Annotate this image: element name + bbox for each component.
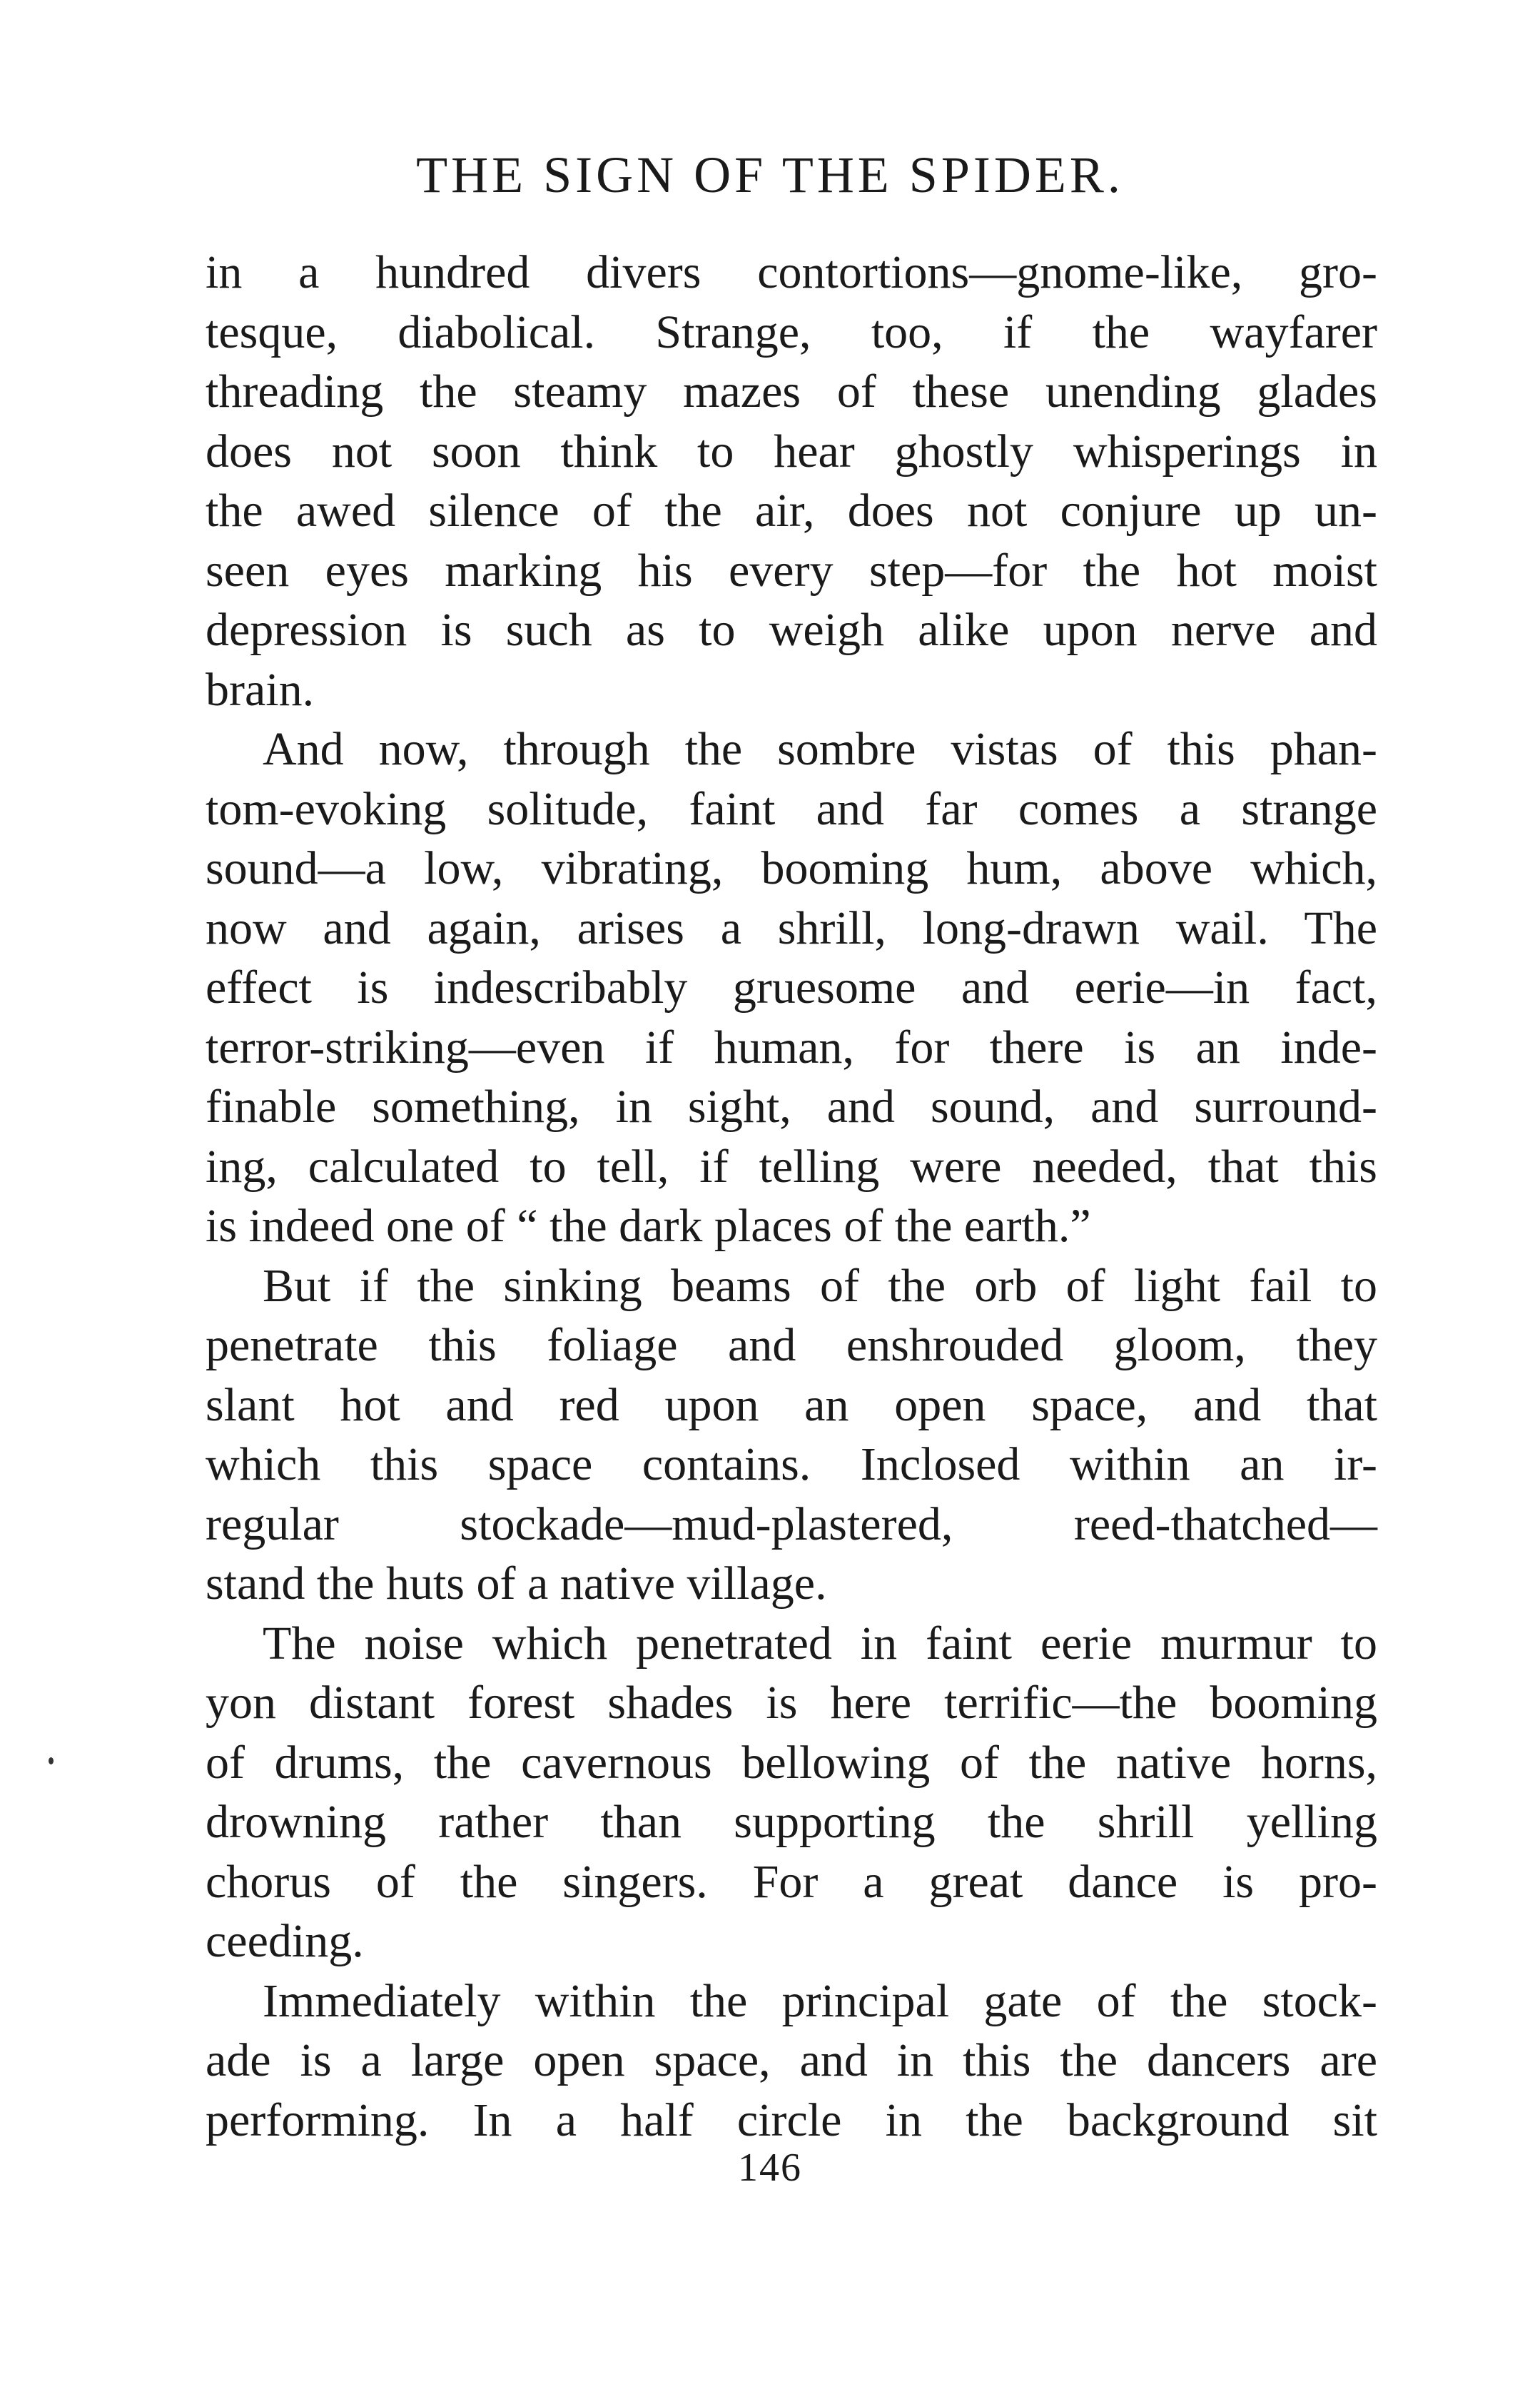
text-line: seen eyes marking his every step—for the hot moist xyxy=(206,544,1377,597)
page-number: 146 xyxy=(738,2146,802,2190)
text-line: penetrate this foliage and enshrouded gloom, they xyxy=(206,1319,1377,1371)
text-line: ade is a large open space, and in this the dancers are xyxy=(206,2034,1377,2086)
text-line: And now, through the sombre vistas of this phan- xyxy=(263,723,1377,775)
text-line: performing. In a half circle in the background sit xyxy=(206,2094,1377,2146)
text-line: regular stockade—mud-plastered, reed-thatched— xyxy=(206,1497,1377,1550)
text-line: tom-evoking solitude, faint and far comes a strange xyxy=(206,782,1377,835)
text-line: does not soon think to hear ghostly whisperings in xyxy=(206,425,1377,478)
text-line: the awed silence of the air, does not conjure up un- xyxy=(206,485,1377,537)
text-line: The noise which penetrated in faint eerie murmur to xyxy=(263,1617,1377,1670)
text-line: ceeding. xyxy=(206,1915,364,1967)
text-line: yon distant forest shades is here terrific—the booming xyxy=(206,1677,1377,1729)
body-text xyxy=(206,243,1377,2150)
text-line: But if the sinking beams of the orb of light fail to xyxy=(263,1259,1377,1312)
text-line: which this space contains. Inclosed within an ir- xyxy=(206,1438,1377,1490)
text-line: ing, calculated to tell, if telling were needed, that this xyxy=(206,1140,1377,1193)
text-line: stand the huts of a native village. xyxy=(206,1557,827,1610)
text-line: slant hot and red upon an open space, and that xyxy=(206,1378,1377,1431)
text-line: effect is indescribably gruesome and eerie—in fact, xyxy=(206,961,1377,1014)
text-line: threading the steamy mazes of these unending glades xyxy=(206,365,1377,418)
ink-speck xyxy=(49,1757,54,1764)
text-line: chorus of the singers. For a great dance is pro- xyxy=(206,1855,1377,1908)
text-line: of drums, the cavernous bellowing of the native horns, xyxy=(206,1736,1377,1789)
text-line: finable something, in sight, and sound, and surround- xyxy=(206,1081,1377,1133)
text-line: depression is such as to weigh alike upon nerve and xyxy=(206,604,1377,656)
text-line: terror-striking—even if human, for there is an inde- xyxy=(206,1021,1377,1074)
text-line: drowning rather than supporting the shrill yelling xyxy=(206,1796,1377,1848)
paragraph xyxy=(206,719,1377,1256)
paragraph xyxy=(206,1614,1377,1971)
text-line: is indeed one of “ the dark places of the earth.” xyxy=(206,1200,1091,1252)
text-line: Immediately within the principal gate of the stock- xyxy=(263,1974,1377,2027)
paragraph xyxy=(206,1256,1377,1614)
text-line: tesque, diabolical. Strange, too, if the wayfarer xyxy=(206,305,1377,358)
text-line: sound—a low, vibrating, booming hum, above which, xyxy=(206,842,1377,894)
text-line: brain. xyxy=(206,663,315,716)
paragraph xyxy=(206,1971,1377,2151)
text-line: in a hundred divers contortions—gnome-like, gro- xyxy=(206,246,1377,298)
running-head: THE SIGN OF THE SPIDER. xyxy=(416,146,1124,203)
paragraph xyxy=(206,243,1377,719)
text-line: now and again, arises a shrill, long-drawn wail. The xyxy=(206,901,1377,954)
